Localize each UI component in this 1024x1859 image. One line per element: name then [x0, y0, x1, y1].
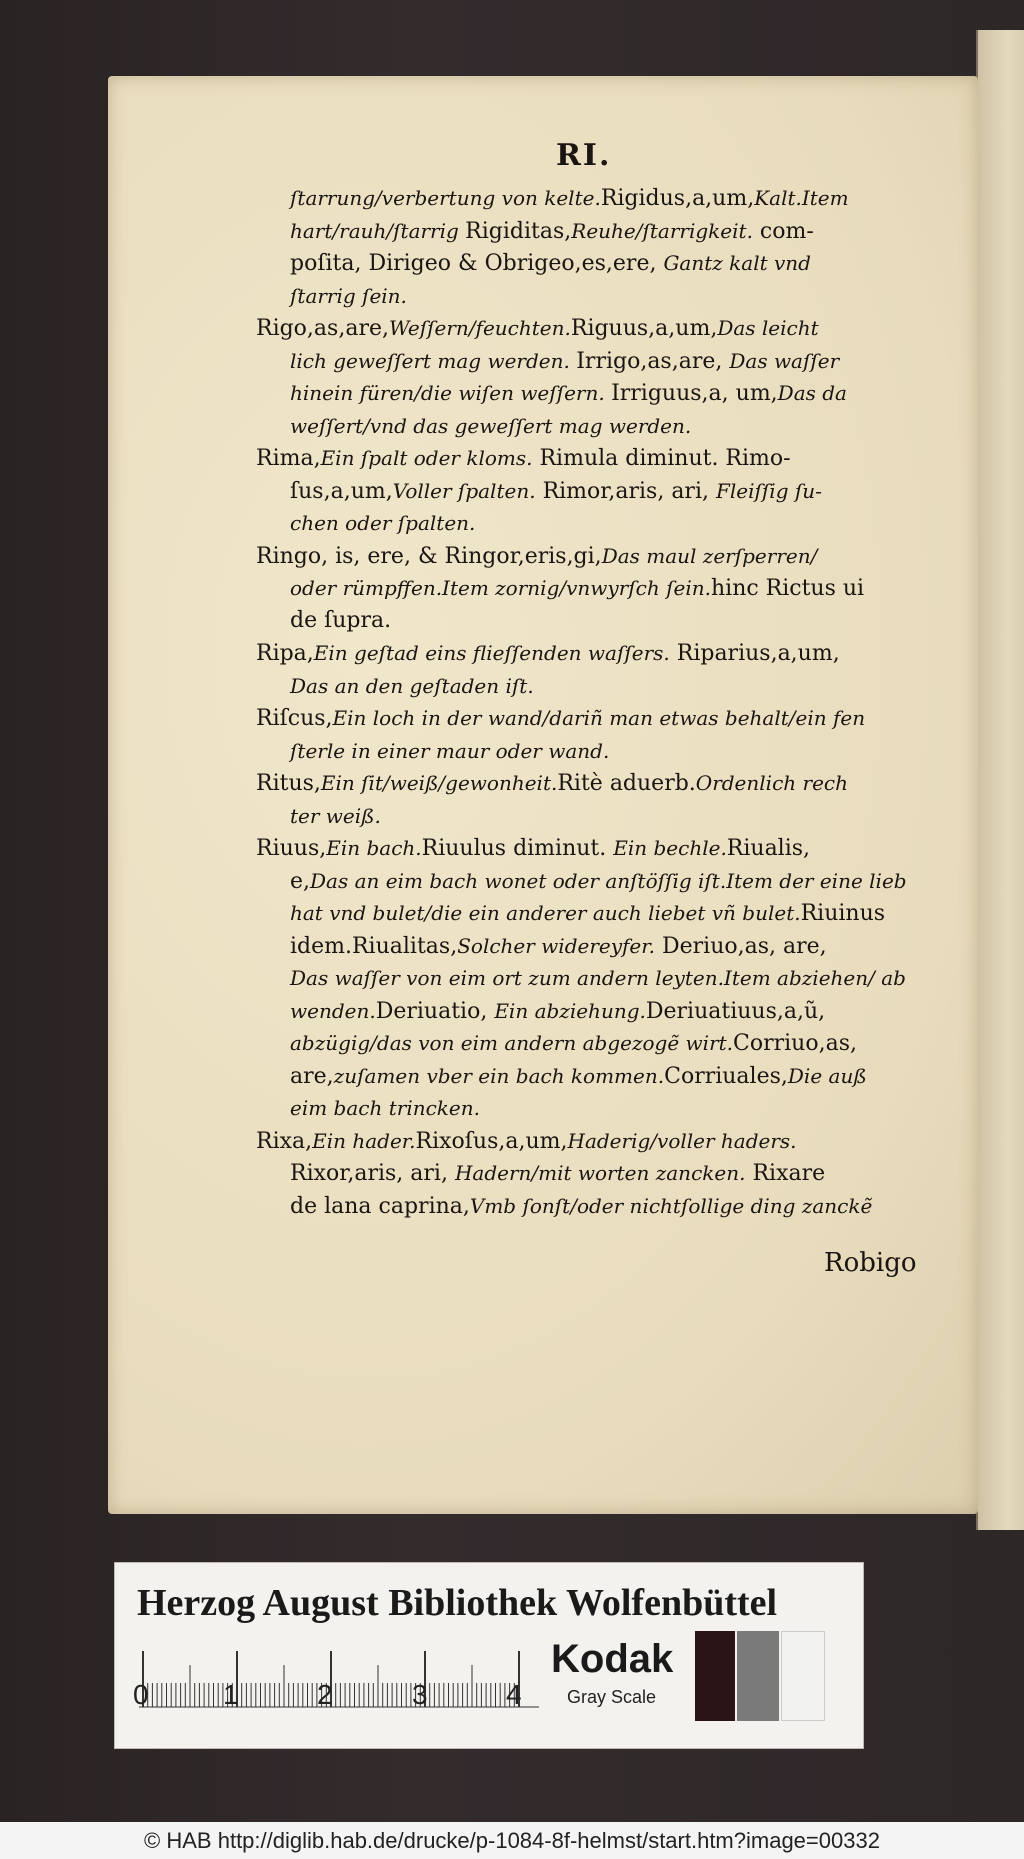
- text-line: [256, 182, 936, 215]
- latin-term: de lana caprina,: [290, 1193, 470, 1219]
- german-gloss: ſtarrung/verbertung von kelte.: [290, 186, 601, 210]
- german-gloss: eim bach trincken.: [290, 1096, 480, 1120]
- latin-term: Deriuatio,: [375, 998, 495, 1024]
- text-line: [256, 312, 936, 345]
- text-line: [256, 800, 936, 833]
- german-gloss: abzügig/das von eim andern abgezogẽ wirt.: [290, 1031, 734, 1055]
- german-gloss: Das an eim bach wonet oder anſtöſſig iſt.Item der eine lieb: [310, 868, 907, 893]
- german-gloss: ter weiß.: [290, 803, 381, 828]
- text-line: [256, 507, 936, 540]
- text-line: [256, 215, 936, 248]
- kodak-logo: Kodak: [551, 1637, 674, 1681]
- adjacent-page-edge: [976, 30, 1024, 1530]
- german-gloss: chen oder ſpalten.: [290, 511, 476, 535]
- german-gloss: Das an den geſtaden iſt.: [290, 673, 534, 698]
- text-line: [256, 897, 936, 930]
- german-gloss: ſterle in einer maur oder wand.: [290, 738, 610, 763]
- text-line: [256, 767, 936, 800]
- german-gloss: Ein ſpalt oder kloms.: [320, 446, 533, 470]
- german-gloss: Kalt.Item: [754, 186, 849, 210]
- text-line: [256, 832, 936, 865]
- latin-term: de ſupra.: [290, 607, 392, 633]
- latin-term: com-: [752, 218, 814, 244]
- color-calibration-card: [114, 1562, 864, 1749]
- text-line: [256, 735, 936, 768]
- german-gloss: Die auß: [787, 1063, 867, 1088]
- latin-term: Irrigo,as,are,: [576, 348, 730, 374]
- latin-term: Riualis,: [726, 836, 811, 861]
- latin-term: Irriguus,a, um,: [611, 381, 778, 406]
- text-line: [256, 1190, 936, 1223]
- latin-term: Riuinus: [800, 901, 886, 926]
- gray-swatch-light: [781, 1631, 825, 1721]
- german-gloss: zuſamen vber ein bach kommen.: [333, 1063, 665, 1088]
- german-gloss: Gantz kalt vnd: [663, 251, 811, 275]
- text-line: [256, 410, 936, 443]
- gray-swatch-mid: [737, 1631, 779, 1721]
- german-gloss: Solcher widereyfer.: [457, 933, 655, 958]
- text-line: [256, 637, 936, 670]
- german-gloss: Das maul zerſperren/: [601, 543, 818, 568]
- text-line: [256, 605, 936, 638]
- latin-term: Riguus,a,um,: [570, 316, 718, 341]
- latin-term: Riuulus diminut.: [421, 836, 614, 861]
- text-line: [256, 280, 936, 313]
- latin-term: Rixor,aris, ari,: [290, 1161, 455, 1186]
- text-line: [256, 865, 936, 898]
- latin-term: Ripa,: [256, 641, 314, 666]
- text-line: [256, 345, 936, 378]
- ruler-number: 2: [317, 1679, 333, 1710]
- latin-term: Deriuo,as, are,: [655, 933, 827, 959]
- german-gloss: lich geweſſert mag werden.: [290, 348, 577, 373]
- latin-term: Ritus,: [256, 771, 321, 796]
- text-line: [256, 995, 936, 1028]
- latin-term: Ritè aduerb.: [557, 771, 696, 796]
- text-line: [256, 670, 936, 703]
- latin-term: Rigiditas,: [465, 218, 572, 244]
- german-gloss: Reuhe/ſtarrigkeit.: [571, 218, 753, 243]
- german-gloss: Fleiſſig ſu-: [715, 478, 822, 503]
- german-gloss: Das waſſer: [729, 348, 840, 373]
- latin-term: e,: [290, 868, 311, 894]
- latin-term: Rigo,as,are,: [256, 316, 389, 341]
- latin-term: poſita, Dirigeo & Obrigeo,es,ere,: [290, 251, 664, 276]
- latin-term: Rixare: [745, 1161, 826, 1186]
- latin-term: Rixoſus,a,um,: [415, 1128, 568, 1154]
- ruler-number: 3: [412, 1679, 428, 1710]
- library-name: Herzog August Bibliothek Wolfenbüttel: [137, 1582, 778, 1624]
- text-line: [256, 377, 936, 410]
- text-line: [256, 1125, 936, 1158]
- german-gloss: Hadern/mit worten zancken.: [454, 1161, 746, 1185]
- german-gloss: oder rümpffen.Item zornig/vnwyrſch ſein.: [290, 576, 711, 600]
- text-line: [256, 572, 936, 605]
- kodak-subtitle: Gray Scale: [567, 1687, 657, 1707]
- text-line: [256, 702, 936, 735]
- latin-term: idem.Riualitas,: [290, 933, 458, 959]
- latin-term: Rimula diminut. Rimo-: [532, 446, 791, 471]
- german-gloss: ſtarrig ſein.: [290, 283, 407, 308]
- german-gloss: Ordenlich rech: [695, 771, 848, 795]
- latin-term: Rigidus,a,um,: [600, 186, 755, 211]
- latin-term: Rima,: [256, 446, 321, 471]
- gray-swatch-dark: [695, 1631, 735, 1721]
- ruler-number: 4: [506, 1679, 522, 1710]
- text-line: [256, 962, 936, 995]
- latin-term: Ringo, is, ere, & Ringor,eris,gi,: [256, 543, 602, 569]
- latin-term: Rixa,: [256, 1128, 313, 1154]
- german-gloss: wenden.: [290, 998, 376, 1023]
- copyright-footer: © HAB http://diglib.hab.de/drucke/p-1084-8f-helmst/start.htm?image=00332: [0, 1822, 1024, 1859]
- latin-term: Deriuatiuus,a,ũ,: [645, 998, 826, 1024]
- text-line: [256, 1092, 936, 1125]
- german-gloss: Vmb ſonſt/oder nichtſollige ding zanckẽ: [469, 1193, 873, 1218]
- latin-term: are,: [290, 1063, 334, 1089]
- text-line: [256, 247, 936, 280]
- german-gloss: Ein hader.: [312, 1128, 416, 1153]
- latin-term: ſus,a,um,: [290, 478, 393, 504]
- latin-term: Rimor,aris, ari,: [535, 478, 716, 504]
- german-gloss: Ein bach.: [326, 836, 422, 860]
- latin-term: Corriuo,as,: [733, 1031, 857, 1056]
- german-gloss: Ein geſtad eins flieſſenden waſſers.: [313, 641, 670, 665]
- german-gloss: Haderig/voller haders.: [567, 1128, 797, 1153]
- text-line: [256, 442, 936, 475]
- text-line: [256, 1060, 936, 1093]
- german-gloss: hart/rauh/ſtarrig: [290, 218, 466, 243]
- latin-term: Riuus,: [256, 836, 327, 861]
- german-gloss: weſſert/vnd das geweſſert mag werden.: [290, 413, 692, 438]
- german-gloss: hat vnd bulet/die ein anderer auch liebet vñ bulet.: [290, 901, 801, 925]
- dictionary-text: [256, 182, 936, 1222]
- german-gloss: Ein loch in der wand/dariñ man etwas behalt/ein fen: [332, 706, 866, 730]
- german-gloss: Ein ſit/weiß/gewonheit.: [320, 771, 558, 795]
- latin-term: Corriuales,: [664, 1063, 788, 1089]
- text-line: [256, 540, 936, 573]
- page-header: RI.: [556, 138, 612, 173]
- text-line: [256, 475, 936, 508]
- german-gloss: Ein abziehung.: [494, 998, 646, 1023]
- text-line: [256, 930, 936, 963]
- catchword: Robigo: [824, 1248, 917, 1278]
- text-line: [256, 1027, 936, 1060]
- german-gloss: Voller ſpalten.: [392, 478, 536, 503]
- ruler-number: 0: [133, 1679, 149, 1710]
- ruler-scale: [139, 1647, 539, 1717]
- german-gloss: Weſſern/feuchten.: [388, 316, 571, 340]
- latin-term: hinc Rictus ui: [710, 576, 865, 601]
- latin-term: Riſcus,: [256, 706, 333, 731]
- text-line: [256, 1157, 936, 1190]
- latin-term: Riparius,a,um,: [669, 641, 840, 666]
- german-gloss: hinein füren/die wiſen weſſern.: [290, 381, 612, 405]
- german-gloss: Ein bechle.: [613, 836, 727, 860]
- german-gloss: Das da: [777, 381, 847, 405]
- ruler-number: 1: [223, 1679, 239, 1710]
- german-gloss: Das waſſer von eim ort zum andern leyten.Item abziehen/ ab: [290, 966, 906, 990]
- german-gloss: Das leicht: [717, 316, 819, 340]
